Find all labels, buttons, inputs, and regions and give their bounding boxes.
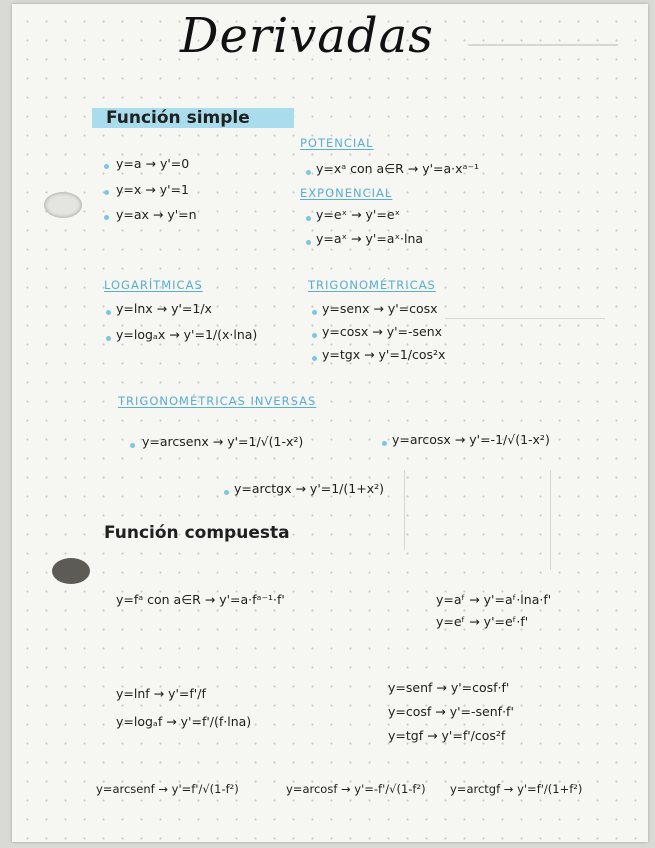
category-label: TRIGONOMÉTRICAS INVERSAS [118, 394, 317, 408]
formula: y=ax → y'=n [116, 207, 197, 222]
bullet [312, 356, 317, 361]
formula: y=eˣ → y'=eˣ [316, 207, 401, 222]
bleed-through-line [550, 470, 551, 570]
category-label: EXPONENCIAL [300, 186, 393, 200]
formula: y=eᶠ → y'=eᶠ·f' [436, 614, 529, 629]
formula: y=tgf → y'=f'/cos²f [388, 728, 506, 743]
bullet [306, 170, 311, 175]
bullet [382, 441, 387, 446]
formula: y=x → y'=1 [116, 182, 189, 197]
bullet [306, 240, 311, 245]
formula: y=arctgf → y'=f'/(1+f²) [450, 782, 583, 796]
formula: y=aᶠ → y'=aᶠ·lna·f' [436, 592, 552, 607]
category-label: LOGARÍTMICAS [104, 278, 203, 292]
bullet [312, 310, 317, 315]
formula: y=arctgx → y'=1/(1+x²) [234, 481, 384, 496]
bullet [312, 333, 317, 338]
category-label: POTENCIAL [300, 136, 374, 150]
section-heading-simple: Función simple [106, 108, 250, 128]
formula: y=xᵃ con a∈R → y'=a·xᵃ⁻¹ [316, 161, 480, 176]
formula: y=fᵃ con a∈R → y'=a·fᵃ⁻¹·f' [116, 592, 285, 607]
formula: y=tgx → y'=1/cos²x [322, 347, 446, 362]
formula: y=aˣ → y'=aˣ·lna [316, 231, 424, 246]
bullet [104, 215, 109, 220]
formula: y=arcosf → y'=-f'/√(1-f²) [286, 782, 426, 796]
formula: y=logₐf → y'=f'/(f·lna) [116, 714, 252, 729]
formula: y=senf → y'=cosf·f' [388, 680, 510, 695]
page-title: Derivadas [180, 8, 434, 64]
notebook-page [12, 4, 648, 842]
formula: y=a → y'=0 [116, 156, 190, 171]
punch-hole [52, 558, 90, 584]
category-label: TRIGONOMÉTRICAS [308, 278, 436, 292]
bleed-through-line [468, 44, 618, 46]
bullet [224, 490, 229, 495]
formula: y=arcsenf → y'=f'/√(1-f²) [96, 782, 239, 796]
formula: y=arcsenx → y'=1/√(1-x²) [142, 434, 304, 449]
bullet [130, 443, 135, 448]
bullet [106, 310, 111, 315]
bullet [106, 336, 111, 341]
punch-hole [44, 192, 82, 218]
section-heading-compuesta: Función compuesta [104, 523, 290, 543]
formula: y=cosf → y'=-senf·f' [388, 704, 514, 719]
bleed-through-line [445, 318, 605, 319]
formula: y=lnf → y'=f'/f [116, 686, 206, 701]
bullet [104, 190, 109, 195]
formula: y=lnx → y'=1/x [116, 301, 212, 316]
formula: y=cosx → y'=-senx [322, 324, 443, 339]
bullet [306, 216, 311, 221]
bleed-through-line [404, 470, 405, 550]
bullet [104, 164, 109, 169]
formula: y=arcosx → y'=-1/√(1-x²) [392, 432, 550, 447]
formula: y=senx → y'=cosx [322, 301, 438, 316]
formula: y=logₐx → y'=1/(x·lna) [116, 327, 258, 342]
